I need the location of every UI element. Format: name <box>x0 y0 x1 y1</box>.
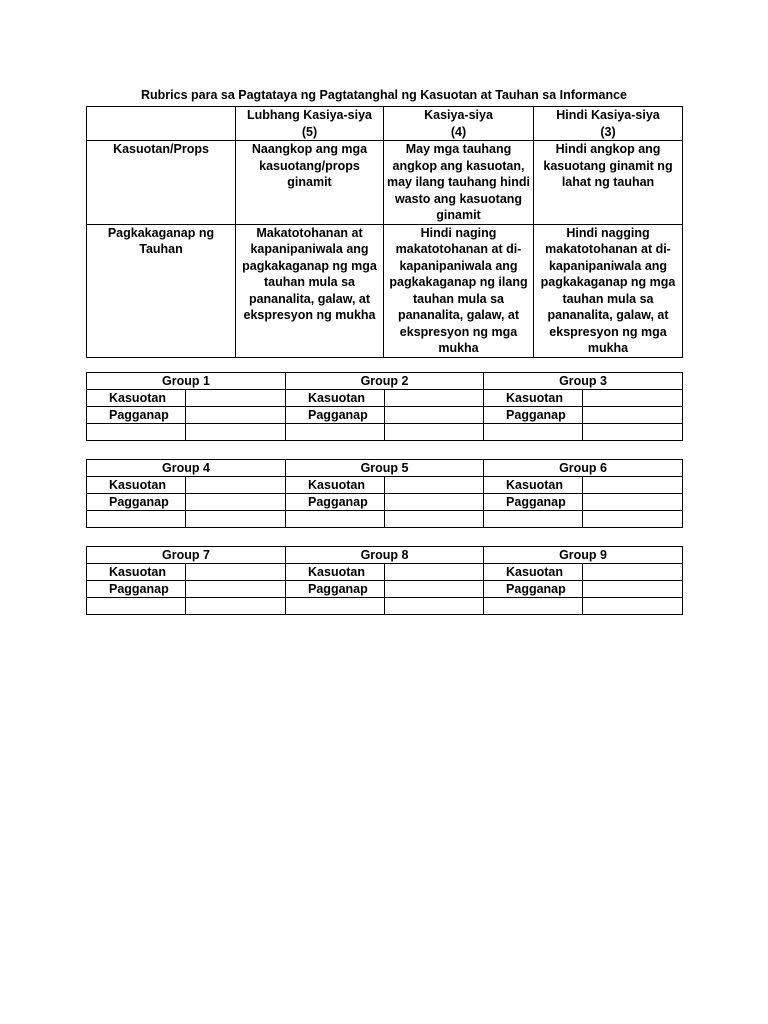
total-cell[interactable] <box>385 511 484 528</box>
rubric-table <box>86 106 683 358</box>
rubric-header-label: Lubhang Kasiya-siya <box>246 108 373 122</box>
group-header-row <box>87 460 683 477</box>
rubric-cell: May mga tauhang angkop ang kasuotan, may ilang tauhang hindi wasto ang kasuotang ginamit <box>384 141 534 225</box>
kasuotan-label: Kasuotan <box>286 477 385 494</box>
rubric-criterion: Kasuotan/Props <box>87 141 236 225</box>
total-cell[interactable] <box>385 598 484 615</box>
score-cell[interactable] <box>385 564 484 581</box>
score-cell[interactable] <box>385 581 484 598</box>
total-cell[interactable] <box>583 424 683 441</box>
rubric-header-cell <box>384 107 534 141</box>
score-cell[interactable] <box>583 390 683 407</box>
total-cell[interactable] <box>186 598 286 615</box>
score-cell[interactable] <box>186 494 286 511</box>
group-table <box>86 459 683 528</box>
group-name: Group 4 <box>87 460 286 477</box>
pagganap-label: Pagganap <box>87 407 186 424</box>
score-cell[interactable] <box>186 390 286 407</box>
score-cell[interactable] <box>583 477 683 494</box>
blank-cell[interactable] <box>286 511 385 528</box>
rubric-row <box>87 141 683 225</box>
rubric-header-score: (3) <box>600 124 616 139</box>
kasuotan-label: Kasuotan <box>286 564 385 581</box>
group-name: Group 3 <box>484 373 683 390</box>
group-name: Group 2 <box>286 373 484 390</box>
rubric-header-score: (4) <box>450 124 467 139</box>
total-cell[interactable] <box>583 598 683 615</box>
score-cell[interactable] <box>186 564 286 581</box>
pagganap-label: Pagganap <box>286 407 385 424</box>
rubric-cell: Naangkop ang mga kasuotang/props ginamit <box>236 141 384 225</box>
kasuotan-label: Kasuotan <box>286 390 385 407</box>
pagganap-row <box>87 581 683 598</box>
group-table <box>86 372 683 441</box>
rubric-header-empty <box>87 107 236 141</box>
group-name: Group 1 <box>87 373 286 390</box>
blank-row <box>87 424 683 441</box>
blank-cell[interactable] <box>484 598 583 615</box>
rubric-header-row <box>87 107 683 141</box>
blank-row <box>87 598 683 615</box>
rubric-header-label: Hindi Kasiya-siya <box>556 108 660 122</box>
score-cell[interactable] <box>583 407 683 424</box>
kasuotan-row <box>87 477 683 494</box>
group-name: Group 7 <box>87 547 286 564</box>
blank-cell[interactable] <box>87 511 186 528</box>
rubric-header-score: (5) <box>301 124 318 139</box>
kasuotan-label: Kasuotan <box>87 564 186 581</box>
rubric-cell: Hindi nagging makatotohanan at di-kapanipaniwala ang pagkakaganap ng mga tauhan mula sa pananalita, galaw, at ekspresyon ng mga mukha <box>534 224 683 357</box>
pagganap-label: Pagganap <box>484 494 583 511</box>
total-cell[interactable] <box>186 424 286 441</box>
kasuotan-label: Kasuotan <box>484 564 583 581</box>
blank-cell[interactable] <box>286 598 385 615</box>
total-cell[interactable] <box>583 511 683 528</box>
rubric-cell: Makatotohanan at kapanipaniwala ang pagkakaganap ng mga tauhan mula sa pananalita, galaw, at ekspresyon ng mukha <box>236 224 384 357</box>
pagganap-row <box>87 407 683 424</box>
rubric-header-label: Kasiya-siya <box>424 108 493 122</box>
score-cell[interactable] <box>583 494 683 511</box>
pagganap-label: Pagganap <box>87 581 186 598</box>
kasuotan-label: Kasuotan <box>484 390 583 407</box>
group-name: Group 5 <box>286 460 484 477</box>
kasuotan-label: Kasuotan <box>87 390 186 407</box>
rubric-row <box>87 224 683 357</box>
score-cell[interactable] <box>385 477 484 494</box>
score-cell[interactable] <box>385 407 484 424</box>
rubric-header-cell <box>236 107 384 141</box>
blank-cell[interactable] <box>484 511 583 528</box>
kasuotan-label: Kasuotan <box>484 477 583 494</box>
group-name: Group 6 <box>484 460 683 477</box>
pagganap-label: Pagganap <box>484 407 583 424</box>
rubric-criterion: Pagkakaganap ng Tauhan <box>87 224 236 357</box>
rubric-cell: Hindi naging makatotohanan at di-kapanipaniwala ang pagkakaganap ng ilang tauhan mula sa pananalita, galaw, at ekspresyon ng mga mukha <box>384 224 534 357</box>
score-cell[interactable] <box>583 581 683 598</box>
group-name: Group 8 <box>286 547 484 564</box>
kasuotan-row <box>87 390 683 407</box>
group-header-row <box>87 547 683 564</box>
rubric-header-cell <box>534 107 683 141</box>
pagganap-label: Pagganap <box>286 494 385 511</box>
kasuotan-row <box>87 564 683 581</box>
score-cell[interactable] <box>186 477 286 494</box>
blank-cell[interactable] <box>286 424 385 441</box>
group-table <box>86 546 683 615</box>
pagganap-label: Pagganap <box>87 494 186 511</box>
score-cell[interactable] <box>186 581 286 598</box>
score-cell[interactable] <box>186 407 286 424</box>
kasuotan-label: Kasuotan <box>87 477 186 494</box>
total-cell[interactable] <box>385 424 484 441</box>
group-name: Group 9 <box>484 547 683 564</box>
group-header-row <box>87 373 683 390</box>
pagganap-row <box>87 494 683 511</box>
pagganap-label: Pagganap <box>286 581 385 598</box>
pagganap-label: Pagganap <box>484 581 583 598</box>
blank-cell[interactable] <box>87 598 186 615</box>
score-cell[interactable] <box>385 494 484 511</box>
blank-row <box>87 511 683 528</box>
total-cell[interactable] <box>186 511 286 528</box>
page-title: Rubrics para sa Pagtataya ng Pagtatanghal ng Kasuotan at Tauhan sa Informance <box>141 88 627 102</box>
blank-cell[interactable] <box>484 424 583 441</box>
blank-cell[interactable] <box>87 424 186 441</box>
score-cell[interactable] <box>583 564 683 581</box>
score-cell[interactable] <box>385 390 484 407</box>
rubric-cell: Hindi angkop ang kasuotang ginamit ng lahat ng tauhan <box>534 141 683 225</box>
